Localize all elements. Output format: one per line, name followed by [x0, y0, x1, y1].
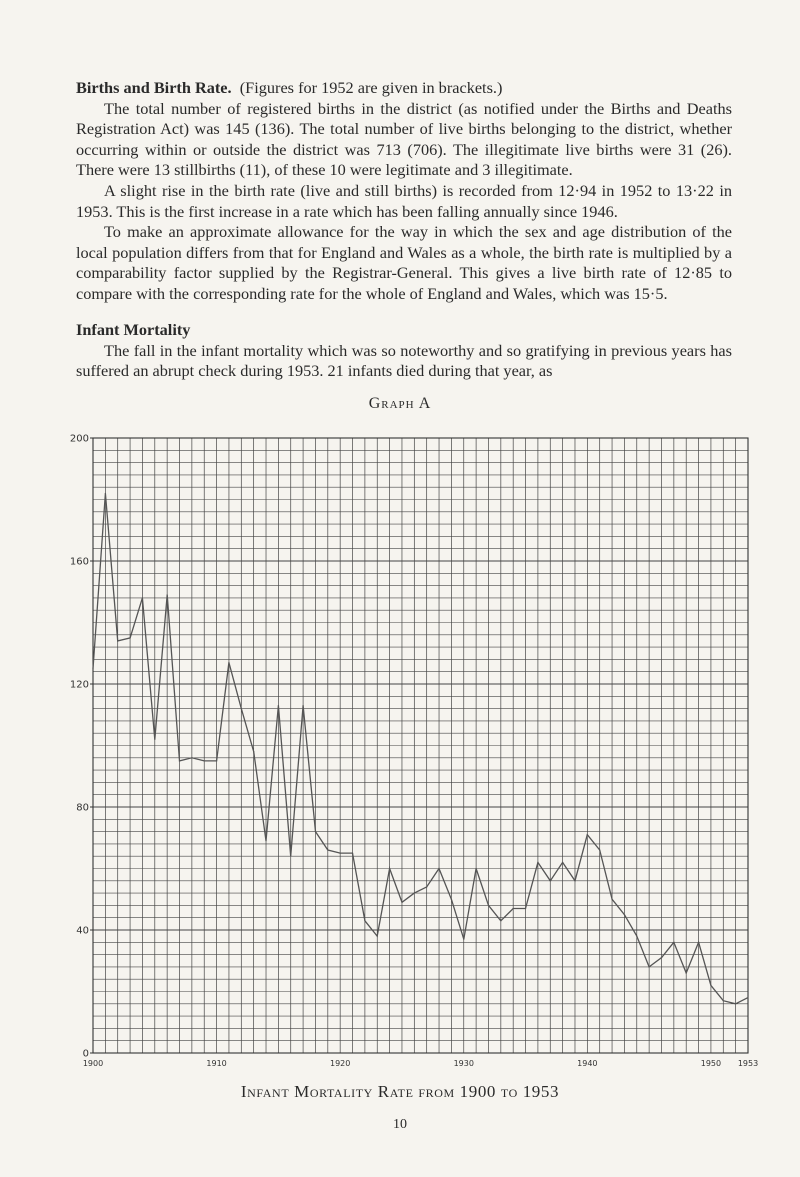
- births-paragraph-3: To make an approximate allowance for the way in which the sex and age distribution of the local population differs from that for England and Wales as a whole, the birth rate is multiplied by a comparability factor supplied by the Registrar-General. This gives a live birth rate of 12·85 to compare with the corresponding rate for the whole of England and Wales, which was 15·5.: [76, 222, 732, 303]
- y-tick-label: 0: [82, 1048, 89, 1060]
- series-line: [93, 493, 748, 1003]
- data-point: [624, 914, 625, 915]
- births-heading-line: [76, 78, 732, 99]
- data-point: [513, 908, 514, 909]
- data-point: [476, 868, 477, 869]
- y-tick-label: 200: [69, 433, 89, 445]
- data-point: [710, 985, 711, 986]
- data-point: [290, 856, 291, 857]
- data-point: [216, 760, 217, 761]
- data-point: [154, 739, 155, 740]
- births-paragraph-2: A slight rise in the birth rate (live and still births) is recorded from 12·94 in 1952 to 13·22 in 1953. This is the first increase in a rate which has been falling annually since 1946.: [76, 180, 732, 221]
- data-point: [315, 831, 316, 832]
- data-point: [340, 853, 341, 854]
- data-point: [92, 668, 93, 669]
- births-heading-note: (Figures for 1952 are given in brackets.): [239, 78, 503, 97]
- data-point: [167, 594, 168, 595]
- data-point: [649, 966, 650, 967]
- infant-mortality-section: [76, 320, 732, 382]
- data-point: [636, 936, 637, 937]
- data-point: [451, 899, 452, 900]
- births-section: [76, 78, 732, 305]
- infant-mortality-heading: Infant Mortality: [76, 320, 191, 339]
- data-point: [364, 920, 365, 921]
- data-point: [735, 1003, 736, 1004]
- data-point: [204, 760, 205, 761]
- data-point: [747, 997, 748, 998]
- data-point: [228, 662, 229, 663]
- y-tick-label: 80: [76, 802, 89, 814]
- infant-mortality-chart: [0, 425, 800, 1070]
- data-point: [550, 880, 551, 881]
- data-point: [389, 868, 390, 869]
- data-point: [105, 493, 106, 494]
- data-point: [723, 1000, 724, 1001]
- x-tick-label: 1930: [453, 1059, 474, 1068]
- data-point: [117, 640, 118, 641]
- data-point: [253, 751, 254, 752]
- data-point: [278, 705, 279, 706]
- data-point: [599, 849, 600, 850]
- data-point: [686, 972, 687, 973]
- x-tick-label: 1940: [577, 1059, 598, 1068]
- x-tick-label: 1953: [737, 1059, 759, 1068]
- infant-mortality-paragraph: The fall in the infant mortality which was so noteworthy and so gratifying in previous years has suffered an abrupt check during 1953. 21 infants died during that year, as: [76, 340, 732, 381]
- y-tick-label: 120: [69, 679, 89, 691]
- data-point: [302, 705, 303, 706]
- page-number: 10: [393, 1117, 407, 1132]
- data-point: [488, 905, 489, 906]
- data-point: [562, 862, 563, 863]
- data-point: [661, 957, 662, 958]
- data-point: [352, 853, 353, 854]
- graph-label: Graph A: [368, 395, 432, 412]
- x-tick-label: 1900: [82, 1059, 104, 1068]
- x-tick-label: 1920: [329, 1059, 351, 1068]
- data-point: [401, 902, 402, 903]
- data-point: [611, 899, 612, 900]
- data-point: [587, 834, 588, 835]
- y-tick-label: 160: [69, 556, 89, 568]
- data-point: [438, 868, 439, 869]
- data-point: [673, 942, 674, 943]
- x-tick-label: 1950: [700, 1059, 722, 1068]
- y-tick-label: 40: [76, 925, 89, 937]
- data-point: [179, 760, 180, 761]
- births-paragraph-1: The total number of registered births in the district (as notified under the Births and Deaths Registration Act) was 145 (136). The total number of live births belonging to the district, whether occurring within or outside the district was 713 (706). The illegitimate live births were 31 (26). There were 13 stillbirths (11), of these 10 were legitimate and 3 illegitimate.: [76, 98, 732, 180]
- data-point: [265, 840, 266, 841]
- data-point: [574, 880, 575, 881]
- data-point: [327, 849, 328, 850]
- data-point: [129, 637, 130, 638]
- data-point: [463, 939, 464, 940]
- births-heading: Births and Birth Rate.: [76, 78, 232, 97]
- data-point: [525, 908, 526, 909]
- data-point: [377, 936, 378, 937]
- data-point: [537, 862, 538, 863]
- data-point: [500, 920, 501, 921]
- data-point: [426, 886, 427, 887]
- data-point: [698, 942, 699, 943]
- x-tick-label: 1910: [206, 1059, 227, 1068]
- data-point: [414, 893, 415, 894]
- chart-caption: Infant Mortality Rate from 1900 to 1953: [240, 1082, 560, 1101]
- data-point: [142, 597, 143, 598]
- data-point: [191, 757, 192, 758]
- data-point: [241, 708, 242, 709]
